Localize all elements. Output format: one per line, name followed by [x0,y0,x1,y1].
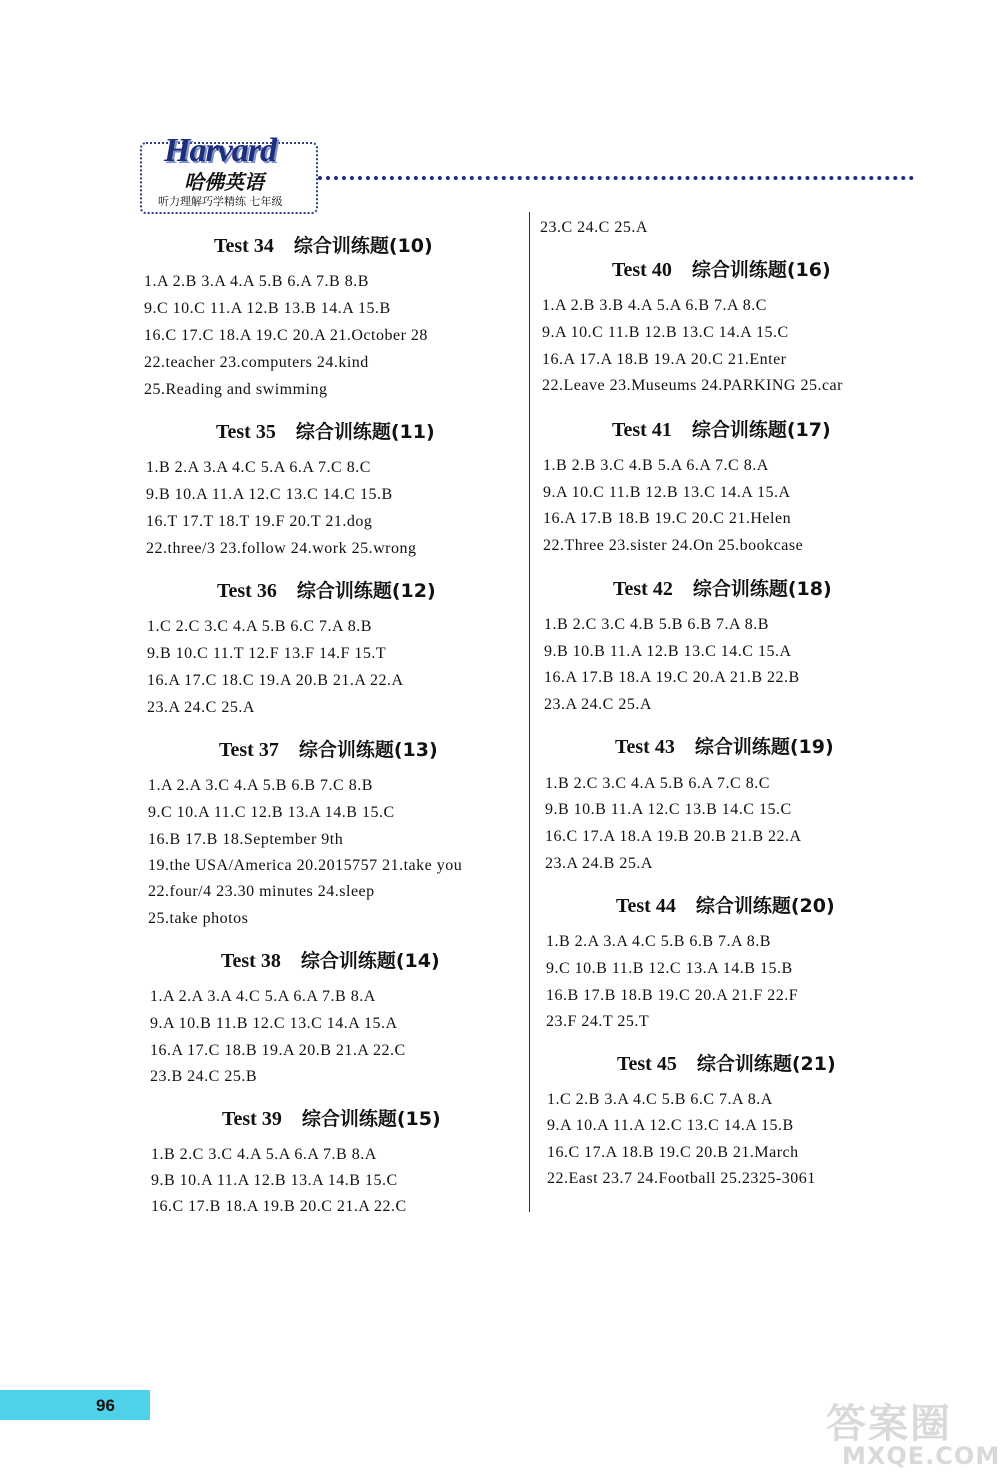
answer-line: 16.C 17.A 18.B 19.C 20.B 21.March [547,1144,799,1161]
answer-line: 1.C 2.C 3.C 4.A 5.B 6.C 7.A 8.B [147,618,372,635]
answer-line: 9.B 10.B 11.A 12.B 13.C 14.C 15.A [544,643,792,660]
section-title: Test 42 综合训练题(18) [613,578,832,600]
answer-line: 9.A 10.C 11.B 12.B 13.C 14.A 15.A [543,484,791,501]
answer-line: 22.four/4 23.30 minutes 24.sleep [148,883,375,900]
section-title: Test 37 综合训练题(13) [219,739,438,761]
answer-line: 23.F 24.T 25.T [546,1013,650,1030]
logo-title: Harvard [164,132,276,169]
logo-subtitle: 听力理解巧学精练 七年级 [158,195,283,208]
answer-line: 23.A 24.C 25.A [147,699,255,716]
answer-line: 1.B 2.A 3.A 4.C 5.B 6.B 7.A 8.B [546,933,771,950]
section-title: Test 36 综合训练题(12) [217,580,436,602]
answer-line: 9.C 10.C 11.A 12.B 13.B 14.A 15.B [144,300,391,317]
answer-line: 1.A 2.B 3.A 4.A 5.B 6.A 7.B 8.B [144,273,369,290]
answer-line: 22.East 23.7 24.Football 25.2325-3061 [547,1170,816,1187]
answer-line: 25.take photos [148,910,249,927]
section-title: Test 41 综合训练题(17) [612,419,831,441]
section-title: Test 35 综合训练题(11) [216,421,435,443]
header-dotted-line [318,176,914,180]
answer-line: 16.C 17.C 18.A 19.C 20.A 21.October 28 [144,327,428,344]
header-logo [140,132,318,214]
page-number: 96 [96,1396,115,1415]
watermark-logo [820,1392,1000,1476]
answer-line: 22.Leave 23.Museums 24.PARKING 25.car [542,377,843,394]
answer-line: 9.B 10.A 11.A 12.C 13.C 14.C 15.B [146,486,393,503]
answer-line: 9.B 10.B 11.A 12.C 13.B 14.C 15.C [545,801,792,818]
logo-chinese-title: 哈佛英语 [184,170,264,194]
answer-line: 22.Three 23.sister 24.On 25.bookcase [543,537,804,554]
answer-line: 9.A 10.B 11.B 12.C 13.C 14.A 15.A [150,1015,398,1032]
answer-line: 16.C 17.B 18.A 19.B 20.C 21.A 22.C [151,1198,407,1215]
answer-line: 9.B 10.C 11.T 12.F 13.F 14.F 15.T [147,645,387,662]
answer-line: 16.C 17.A 18.A 19.B 20.B 21.B 22.A [545,828,802,845]
answer-line: 1.B 2.C 3.C 4.A 5.A 6.A 7.B 8.A [151,1146,377,1163]
section-title: Test 44 综合训练题(20) [616,895,835,917]
section-title: Test 45 综合训练题(21) [617,1053,836,1075]
answer-line: 9.C 10.A 11.C 12.B 13.A 14.B 15.C [148,804,395,821]
answer-line: 1.B 2.A 3.A 4.C 5.A 6.A 7.C 8.C [146,459,371,476]
watermark-chinese: 答案圈 [826,1401,952,1447]
answer-line: 9.A 10.A 11.A 12.C 13.C 14.A 15.B [547,1117,794,1134]
answer-line: 16.A 17.B 18.A 19.C 20.A 21.B 22.B [544,669,800,686]
answer-line: 16.B 17.B 18.September 9th [148,831,344,848]
answer-line: 1.C 2.B 3.A 4.C 5.B 6.C 7.A 8.A [547,1091,773,1108]
answer-line: 1.B 2.C 3.C 4.A 5.B 6.A 7.C 8.C [545,775,770,792]
answer-line: 16.A 17.C 18.C 19.A 20.B 21.A 22.A [147,672,404,689]
answer-line: 25.Reading and swimming [144,381,328,398]
answer-line: 16.A 17.A 18.B 19.A 20.C 21.Enter [542,351,787,368]
answer-line: 16.A 17.B 18.B 19.C 20.C 21.Helen [543,510,792,527]
answer-line: 22.teacher 23.computers 24.kind [144,354,369,371]
answer-line: 9.A 10.C 11.B 12.B 13.C 14.A 15.C [542,324,789,341]
section-title: Test 43 综合训练题(19) [615,736,834,758]
answer-line: 23.A 24.C 25.A [544,696,652,713]
section-title: Test 40 综合训练题(16) [612,259,831,281]
answer-line: 16.T 17.T 18.T 19.F 20.T 21.dog [146,513,373,530]
answer-line: 23.C 24.C 25.A [540,219,648,236]
answer-line: 1.B 2.C 3.C 4.B 5.B 6.B 7.A 8.B [544,616,769,633]
section-title: Test 39 综合训练题(15) [222,1108,441,1130]
answer-line: 1.A 2.A 3.A 4.C 5.A 6.A 7.B 8.A [150,988,376,1005]
answer-line: 1.B 2.B 3.C 4.B 5.A 6.A 7.C 8.A [543,457,769,474]
answer-line: 1.A 2.A 3.C 4.A 5.B 6.B 7.C 8.B [148,777,373,794]
answer-line: 1.A 2.B 3.B 4.A 5.A 6.B 7.A 8.C [542,297,767,314]
section-title: Test 34 综合训练题(10) [214,235,433,257]
answer-line: 23.A 24.B 25.A [545,855,653,872]
answer-line: 19.the USA/America 20.2015757 21.take you [148,857,463,874]
answer-line: 23.B 24.C 25.B [150,1068,258,1085]
answer-line: 9.B 10.A 11.A 12.B 13.A 14.B 15.C [151,1172,398,1189]
page-number-bar [0,1390,150,1420]
watermark-url: MXQE.COM [842,1442,1000,1470]
answer-line: 9.C 10.B 11.B 12.C 13.A 14.B 15.B [546,960,793,977]
column-divider [529,212,530,1212]
answer-line: 16.B 17.B 18.B 19.C 20.A 21.F 22.F [546,987,799,1004]
answer-line: 16.A 17.C 18.B 19.A 20.B 21.A 22.C [150,1042,406,1059]
section-title: Test 38 综合训练题(14) [221,950,440,972]
answer-line: 22.three/3 23.follow 24.work 25.wrong [146,540,417,557]
